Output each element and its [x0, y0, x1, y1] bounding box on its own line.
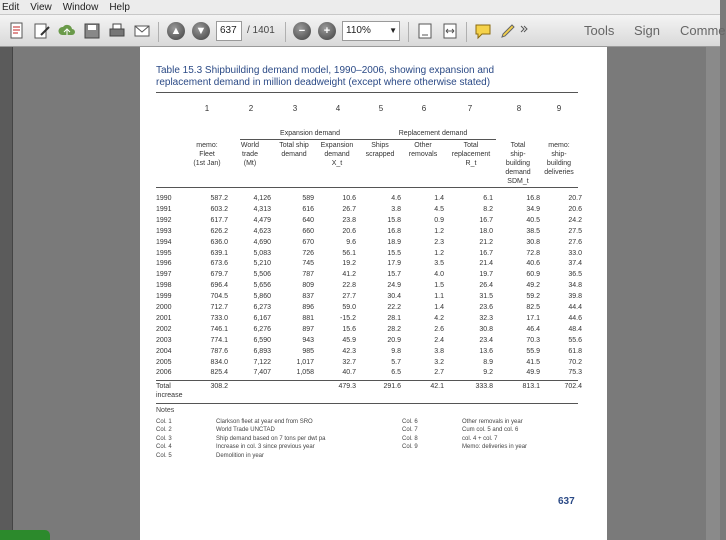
table-cell: 45.9	[342, 336, 356, 344]
row-year: 1992	[156, 216, 172, 224]
table-cell: 834.0	[210, 358, 228, 366]
table-cell: 6.5	[391, 369, 401, 377]
table-cell: 6,893	[253, 347, 271, 355]
table-cell: 36.5	[568, 271, 582, 279]
column-number: 6	[421, 104, 427, 113]
table-cell: 639.1	[210, 249, 228, 257]
column-header-6: Other	[414, 142, 432, 149]
table-cell: 24.9	[387, 282, 401, 290]
column-header-2: trade	[242, 151, 258, 158]
table-cell: 809	[302, 282, 314, 290]
zoom-in-icon[interactable]: +	[318, 22, 336, 40]
table-cell: 897	[302, 325, 314, 333]
note-cell: Cum col. 5 and col. 6	[462, 427, 519, 434]
totals-values	[156, 383, 596, 392]
table-cell: 34.8	[568, 282, 582, 290]
notes-title: Notes	[156, 407, 175, 414]
table-cell: 30.8	[526, 238, 540, 246]
row-year: 2005	[156, 358, 172, 366]
table-cell: 1.2	[434, 249, 444, 257]
table-cell: 18.0	[479, 227, 493, 235]
table-cell: 587.2	[210, 195, 228, 202]
column-header-4: Expansion	[320, 142, 354, 149]
table-cell: 40.6	[526, 260, 540, 268]
table-cell: 70.3	[526, 336, 540, 344]
row-year: 2004	[156, 347, 172, 355]
table-cell: 640	[302, 216, 314, 224]
table-cell: 19.7	[479, 271, 493, 279]
table-cell: 38.5	[526, 227, 540, 235]
table-cell: 589	[302, 195, 314, 202]
column-header-5: scrapped	[365, 151, 395, 158]
table-cell: 20.9	[387, 336, 401, 344]
table-cell: 6,273	[253, 304, 271, 311]
column-header-7: R_t	[465, 160, 477, 167]
table-cell: 660	[302, 227, 314, 235]
row-year: 2006	[156, 369, 172, 377]
table-cell: 896	[302, 304, 314, 311]
bottom-tab[interactable]	[0, 530, 50, 540]
table-row	[156, 293, 596, 302]
column-header-1: Fleet	[199, 151, 215, 158]
column-number: 1	[204, 104, 210, 113]
table-cell: 1,058	[296, 369, 314, 377]
table-cell: 670	[302, 238, 314, 246]
table-cell: 17.1	[526, 314, 540, 322]
table-row	[156, 250, 596, 259]
menu-view[interactable]: View	[30, 1, 52, 13]
table-cell: 881	[302, 314, 314, 322]
page-number: 637	[558, 496, 575, 507]
table-cell: 23.4	[479, 336, 493, 344]
print-icon[interactable]	[108, 22, 126, 40]
table-cell: 696.4	[210, 282, 228, 290]
table-cell: 16.8	[526, 195, 540, 202]
note-cell: Col. 9	[402, 444, 418, 451]
table-cell: 19.2	[342, 260, 356, 268]
table-cell: 4,313	[253, 205, 271, 213]
previous-page-icon[interactable]: ▲	[167, 22, 185, 40]
table-cell: 42.3	[342, 347, 356, 355]
table-row	[156, 304, 596, 313]
table-cell: 10.6	[342, 195, 356, 202]
table-cell: 774.1	[210, 336, 228, 344]
table-cell: 943	[302, 336, 314, 344]
table-cell: 55.6	[568, 336, 582, 344]
table-cell: 4,623	[253, 227, 271, 235]
note-row	[156, 453, 596, 461]
table-cell: 44.4	[568, 304, 582, 311]
create-pdf-icon[interactable]	[8, 22, 26, 40]
total-cell: 42.1	[430, 383, 444, 390]
total-label-2: increase	[156, 392, 183, 399]
table-cell: 745	[302, 260, 314, 268]
row-year: 1993	[156, 227, 172, 235]
table-cell: 985	[302, 347, 314, 355]
zoom-out-icon[interactable]: −	[293, 22, 311, 40]
zoom-value: 110%	[346, 25, 371, 36]
table-cell: 2.3	[434, 238, 444, 246]
note-cell: Col. 6	[402, 419, 418, 425]
total-cell: 308.2	[210, 383, 228, 390]
table-cell: 3.8	[391, 205, 401, 213]
note-cell: Ship demand based on 7 tons per dwt pa	[216, 435, 326, 442]
table-cell: 20.7	[568, 195, 582, 202]
column-header-3: Total ship	[279, 142, 309, 149]
email-icon[interactable]	[133, 22, 151, 40]
table-cell: 18.9	[387, 238, 401, 246]
column-header-8: building	[505, 160, 531, 167]
tools-button[interactable]: Tools	[584, 23, 615, 38]
table-cell: 82.5	[526, 304, 540, 311]
row-year: 1994	[156, 238, 172, 246]
column-header-4: demand	[324, 151, 350, 158]
column-header-2: (Mt)	[243, 160, 257, 167]
table-cell: 41.5	[526, 358, 540, 366]
column-header-2: World	[240, 142, 260, 149]
table-row	[156, 195, 596, 204]
fit-width-icon[interactable]	[441, 22, 459, 40]
row-year: 1996	[156, 260, 172, 268]
page-total-label: / 1401	[247, 25, 275, 36]
table-cell: 5.7	[391, 358, 401, 366]
table-cell: 32.7	[342, 358, 356, 366]
table-cell: 30.4	[387, 293, 401, 301]
table-cell: 4.0	[434, 271, 444, 279]
column-header-9: ship-	[551, 151, 567, 158]
note-cell: Col. 7	[402, 427, 418, 434]
column-header-8: demand	[505, 169, 531, 176]
table-cell: 27.5	[568, 227, 582, 235]
table-cell: 32.3	[479, 314, 493, 322]
table-cell: 3.8	[434, 347, 444, 355]
table-cell: 59.2	[526, 293, 540, 301]
table-cell: 3.2	[434, 358, 444, 366]
table-cell: 55.9	[526, 347, 540, 355]
table-cell: 13.6	[479, 347, 493, 355]
table-cell: 16.7	[479, 216, 493, 224]
table-cell: 726	[302, 249, 314, 257]
table-cell: 746.1	[210, 325, 228, 333]
column-number: 3	[292, 104, 298, 113]
table-cell: 6,276	[253, 325, 271, 333]
table-cell: 673.6	[210, 260, 228, 268]
table-cell: 837	[302, 293, 314, 301]
table-cell: 15.8	[387, 216, 401, 224]
highlight-icon[interactable]	[499, 22, 517, 40]
table-cell: 30.8	[479, 325, 493, 333]
table-cell: 16.7	[479, 249, 493, 257]
table-cell: 26.7	[342, 205, 356, 213]
note-row	[156, 419, 596, 427]
note-row	[156, 444, 596, 452]
row-year: 2001	[156, 314, 172, 322]
page-number-input[interactable]: 637	[216, 21, 242, 41]
table-cell: 0.9	[434, 216, 444, 224]
table-cell: 59.0	[342, 304, 356, 311]
fit-page-icon[interactable]	[416, 22, 434, 40]
menu-bar	[0, 0, 720, 15]
total-cell: 813.1	[522, 383, 540, 390]
next-page-icon[interactable]: ▼	[192, 22, 210, 40]
note-cell: Col. 3	[156, 435, 172, 442]
total-label-row	[156, 392, 256, 401]
row-year: 2000	[156, 304, 172, 311]
table-cell: 1.2	[434, 227, 444, 235]
column-number: 8	[516, 104, 522, 113]
table-row	[156, 282, 596, 291]
table-cell: 20.6	[342, 227, 356, 235]
table-cell: 1.1	[434, 293, 444, 301]
column-number: 5	[378, 104, 384, 113]
table-cell: 27.6	[568, 238, 582, 246]
note-cell: Demolition in year	[216, 452, 265, 459]
table-cell: 28.1	[387, 314, 401, 322]
zoom-select[interactable]	[342, 21, 400, 41]
column-header-6: removals	[408, 151, 438, 158]
table-cell: 7,122	[253, 358, 271, 366]
table-cell: 5,083	[253, 249, 271, 257]
table-cell: 34.9	[526, 205, 540, 213]
sign-button[interactable]: Sign	[634, 23, 661, 38]
table-cell: -15.2	[340, 314, 356, 322]
table-cell: 4.2	[434, 314, 444, 322]
table-cell: 2.7	[434, 369, 444, 377]
note-cell: Memo: deliveries in year	[462, 444, 528, 451]
table-cell: 4.5	[434, 205, 444, 213]
table-row	[156, 206, 596, 215]
table-cell: 22.8	[342, 282, 356, 290]
table-cell: 679.7	[210, 271, 228, 279]
note-cell: Col. 2	[156, 427, 172, 434]
column-header-9: memo:	[548, 142, 570, 149]
note-cell: col. 4 + col. 7	[462, 435, 498, 442]
row-year: 2002	[156, 325, 172, 333]
table-cell: 636.0	[210, 238, 228, 246]
note-cell: Col. 4	[156, 444, 172, 451]
table-cell: 39.8	[568, 293, 582, 301]
table-cell: 5,860	[253, 293, 271, 301]
table-cell: 8.9	[483, 358, 493, 366]
table-cell: 1.4	[434, 195, 444, 202]
note-cell: Col. 8	[402, 435, 418, 442]
total-cell: 291.6	[383, 383, 401, 390]
row-year: 1999	[156, 293, 172, 301]
row-year: 2003	[156, 336, 172, 344]
table-cell: 21.2	[479, 238, 493, 246]
row-year: 1997	[156, 271, 172, 279]
note-cell: Col. 5	[156, 452, 172, 459]
table-cell: 72.8	[526, 249, 540, 257]
table-cell: 23.6	[479, 304, 493, 311]
column-header-8: SDM_t	[507, 178, 529, 185]
column-number: 7	[467, 104, 473, 113]
note-cell: Other removals in year	[462, 419, 523, 425]
column-number: 9	[556, 104, 562, 113]
table-cell: 9.8	[391, 347, 401, 355]
expansion-demand-header: Expansion demand	[280, 130, 340, 137]
chevron-down-icon: ▼	[389, 26, 397, 35]
note-cell: Increase in col. 3 since previous year	[216, 444, 315, 451]
total-label: Total	[156, 383, 171, 390]
table-row	[156, 228, 596, 237]
table-cell: 15.7	[387, 271, 401, 279]
table-cell: 2.6	[434, 325, 444, 333]
column-number: 4	[335, 104, 341, 113]
table-row	[156, 315, 596, 324]
column-header-1: (1st Jan)	[193, 160, 221, 167]
table-cell: 603.2	[210, 205, 228, 213]
comment-icon[interactable]	[474, 22, 492, 40]
table-cell: 733.0	[210, 314, 228, 322]
document-page	[140, 47, 607, 540]
menu-help[interactable]: Help	[109, 1, 130, 13]
table-cell: 1.5	[434, 282, 444, 290]
column-header-1: memo:	[196, 142, 218, 149]
note-cell: World Trade UNCTAD	[216, 427, 275, 434]
table-cell: 61.8	[568, 347, 582, 355]
table-cell: 4,126	[253, 195, 271, 202]
menu-window[interactable]: Window	[62, 1, 99, 13]
table-cell: 617.7	[210, 216, 228, 224]
table-cell: 626.2	[210, 227, 228, 235]
table-cell: 5,506	[253, 271, 271, 279]
table-cell: 5,210	[253, 260, 271, 268]
table-cell: 4.6	[391, 195, 401, 202]
table-row	[156, 369, 596, 378]
table-row	[156, 326, 596, 335]
column-header-8: ship-	[510, 151, 526, 158]
table-cell: 24.2	[568, 216, 582, 224]
table-cell: 26.4	[479, 282, 493, 290]
table-title-line1: Table 15.3 Shipbuilding demand model, 1990–2006, showing expansion and	[156, 65, 495, 76]
menu-edit[interactable]: Edit	[2, 1, 20, 13]
edit-pdf-icon[interactable]	[33, 22, 51, 40]
note-row	[156, 427, 596, 435]
table-cell: 6,590	[253, 336, 271, 344]
table-cell: 28.2	[387, 325, 401, 333]
total-cell: 702.4	[564, 383, 582, 390]
table-row	[156, 359, 596, 368]
row-year: 1991	[156, 205, 172, 213]
table-title-line2: replacement demand in million deadweight (except where otherwise stated)	[156, 77, 491, 88]
table-cell: 31.5	[479, 293, 493, 301]
toolbar	[0, 15, 726, 47]
total-cell: 479.3	[338, 383, 356, 390]
table-cell: 40.5	[526, 216, 540, 224]
table-cell: 23.8	[342, 216, 356, 224]
save-icon[interactable]	[83, 22, 101, 40]
table-cell: 6,167	[253, 314, 271, 322]
note-cell: Clarkson fleet at year end from SRO	[216, 419, 313, 425]
table-cell: 704.5	[210, 293, 228, 301]
column-header-4: X_t	[331, 160, 343, 167]
table-row	[156, 348, 596, 357]
table-cell: 16.8	[387, 227, 401, 235]
note-row	[156, 436, 596, 444]
table-cell: 2.4	[434, 336, 444, 344]
replacement-demand-header: Replacement demand	[398, 130, 468, 137]
table-cell: 5,656	[253, 282, 271, 290]
row-year: 1998	[156, 282, 172, 290]
table-cell: 40.7	[342, 369, 356, 377]
column-header-9: building	[546, 160, 572, 167]
table-cell: 48.4	[568, 325, 582, 333]
table-cell: 37.4	[568, 260, 582, 268]
cloud-upload-icon[interactable]	[58, 22, 76, 40]
table-cell: 4,690	[253, 238, 271, 246]
table-cell: 787.6	[210, 347, 228, 355]
table-cell: 8.2	[483, 205, 493, 213]
table-cell: 20.6	[568, 205, 582, 213]
total-cell: 333.8	[475, 383, 493, 390]
table-cell: 22.2	[387, 304, 401, 311]
table-cell: 15.6	[342, 325, 356, 333]
table-cell: 712.7	[210, 304, 228, 311]
table-cell: 56.1	[342, 249, 356, 257]
table-cell: 1,017	[296, 358, 314, 366]
column-header-7: Total	[463, 142, 479, 149]
table-cell: 6.1	[483, 195, 493, 202]
table-cell: 7,407	[253, 369, 271, 377]
note-cell: Col. 1	[156, 419, 172, 425]
table-row	[156, 271, 596, 280]
table-cell: 27.7	[342, 293, 356, 301]
column-header-3: demand	[281, 151, 307, 158]
table-row	[156, 337, 596, 346]
table-cell: 1.4	[434, 304, 444, 311]
table-cell: 49.9	[526, 369, 540, 377]
table-cell: 787	[302, 271, 314, 279]
table-cell: 41.2	[342, 271, 356, 279]
table-row	[156, 239, 596, 248]
column-header-8: Total	[510, 142, 526, 149]
table-cell: 60.9	[526, 271, 540, 279]
table-cell: 15.5	[387, 249, 401, 257]
table-cell: 17.9	[387, 260, 401, 268]
table-cell: 21.4	[479, 260, 493, 268]
table-cell: 3.5	[434, 260, 444, 268]
table-cell: 44.6	[568, 314, 582, 322]
table-cell: 825.4	[210, 369, 228, 377]
table-cell: 46.4	[526, 325, 540, 333]
column-header-7: replacement	[451, 151, 491, 158]
table-cell: 75.3	[568, 369, 582, 377]
table-cell: 616	[302, 205, 314, 213]
column-header-9: deliveries	[544, 169, 574, 176]
table-row	[156, 217, 596, 226]
table-row	[156, 260, 596, 269]
table-cell: 9.2	[483, 369, 493, 377]
table-cell: 49.2	[526, 282, 540, 290]
table-cell: 9.6	[346, 238, 356, 246]
table-cell: 33.0	[568, 249, 582, 257]
table-cell: 4,479	[253, 216, 271, 224]
comment-button[interactable]: Comme	[680, 23, 726, 38]
vertical-scrollbar[interactable]	[706, 47, 720, 540]
table-cell: 70.2	[568, 358, 582, 366]
navigation-pane[interactable]	[0, 47, 13, 540]
column-number: 2	[248, 104, 254, 113]
expand-icon[interactable]	[520, 22, 528, 40]
row-year: 1990	[156, 195, 172, 202]
column-header-5: Ships	[371, 142, 389, 149]
row-year: 1995	[156, 249, 172, 257]
